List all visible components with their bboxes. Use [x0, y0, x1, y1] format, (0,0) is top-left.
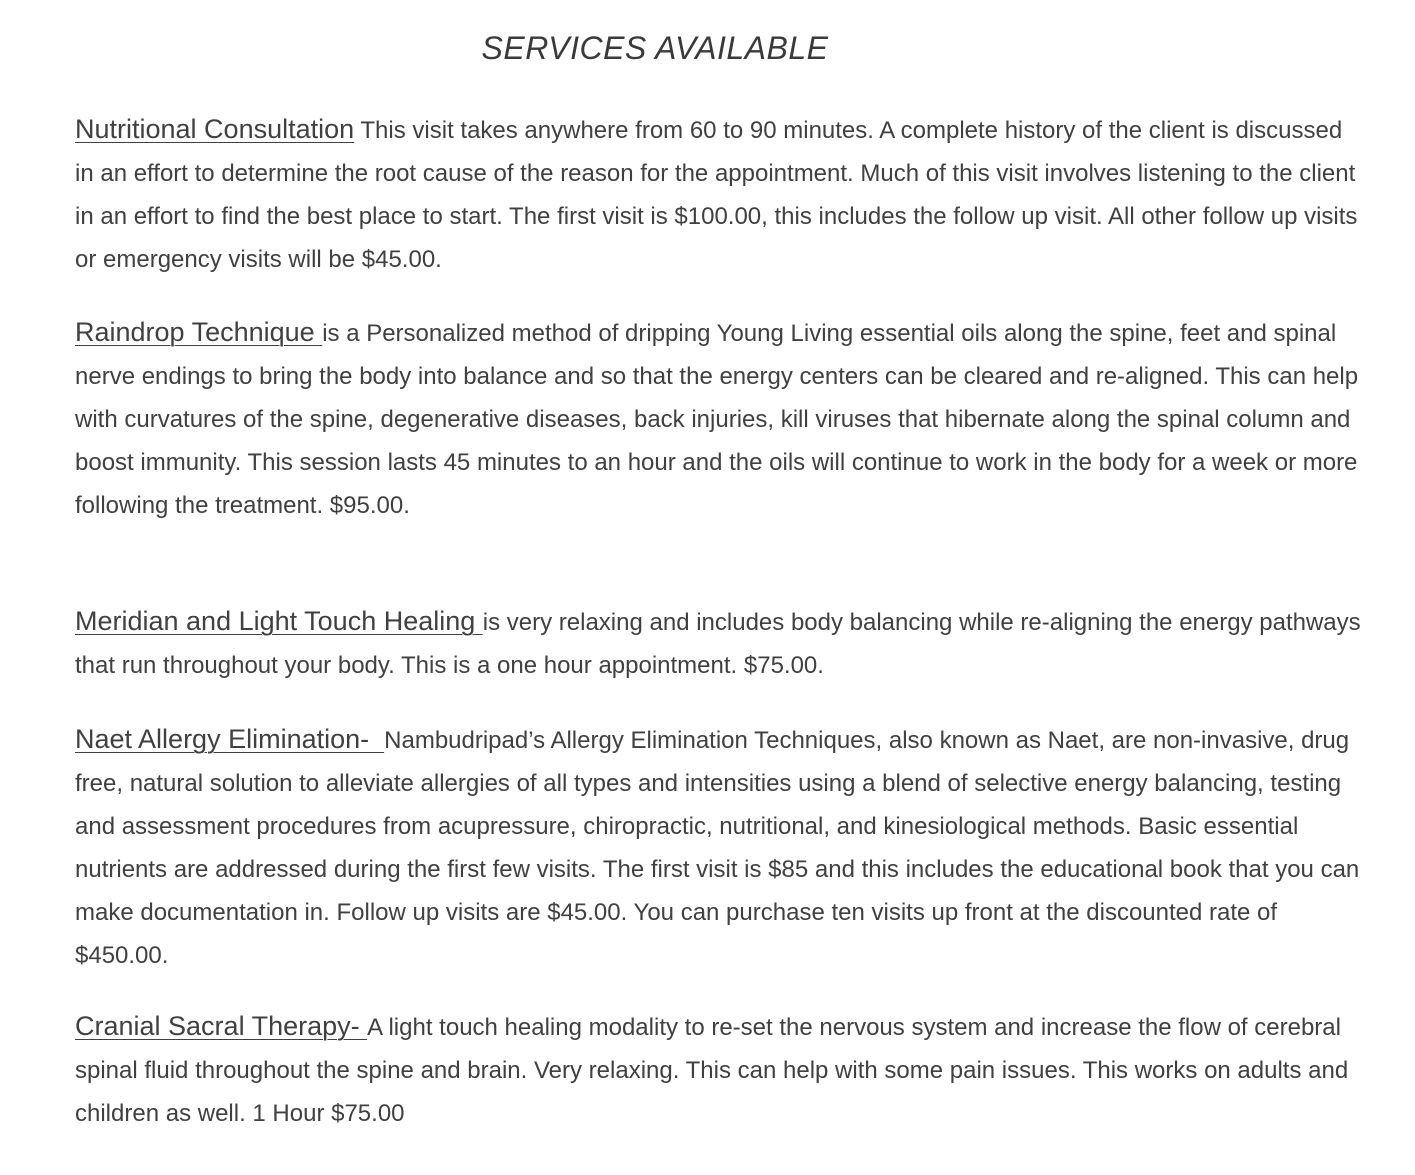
- service-description: is a Personalized method of dripping Young Living essential oils along the spine, feet and spinal nerve endings to bring the body into balance and so that the energy centers can be cleared and re-aligned. This can help with curvatures of the spine, degenerative diseases, back injuries, kill viruses that hibernate along the spinal column and boost immunity. This session lasts 45 minutes to an hour and the oils will continue to work in the body for a week or more following the treatment. $95.00.: [75, 320, 1359, 519]
- service-description: Nambudripad’s Allergy Elimination Techniques, also known as Naet, are non-invasive, drug free, natural solution to alleviate allergies of all types and intensities using a blend of selective energy balancing, testing and assessment procedures from acupressure, chiropractic, nutritional, and kinesiological methods. Basic essential nutrients are addressed during the first few visits. The first visit is $85 and this includes the educational book that you can make documentation in. Follow up visits are $45.00. You can purchase ten visits up front at the discounted rate of $450.00.: [75, 727, 1360, 969]
- service-description: is very relaxing and includes body balancing while re-aligning the energy pathways that run throughout your body. This is a one hour appointment. $75.00.: [75, 609, 1361, 679]
- service-name: Naet Allergy Elimination-: [75, 724, 385, 754]
- service-name: Cranial Sacral Therapy-: [75, 1011, 368, 1041]
- service-cranial-sacral: [75, 1005, 1365, 1135]
- service-meridian-light-touch: [75, 600, 1365, 687]
- service-name: Meridian and Light Touch Healing: [75, 606, 483, 636]
- service-name: Raindrop Technique: [75, 317, 323, 347]
- service-nutritional-consultation: [75, 108, 1365, 281]
- service-description: A light touch healing modality to re-set the nervous system and increase the flow of cerebral spinal fluid throughout the spine and brain. Very relaxing. This can help with some pain issues. This works on adults and children as well. 1 Hour $75.00: [75, 1014, 1349, 1127]
- page-title: SERVICES AVAILABLE: [481, 30, 829, 66]
- service-name: Nutritional Consultation: [75, 114, 355, 144]
- service-raindrop-technique: [75, 311, 1365, 527]
- service-description: This visit takes anywhere from 60 to 90 minutes. A complete history of the client is discussed in an effort to determine the root cause of the reason for the appointment. Much of this visit involves listening to the client in an effort to find the best place to start. The first visit is $100.00, this includes the follow up visit. All other follow up visits or emergency visits will be $45.00.: [75, 117, 1358, 273]
- service-naet-allergy: [75, 718, 1365, 977]
